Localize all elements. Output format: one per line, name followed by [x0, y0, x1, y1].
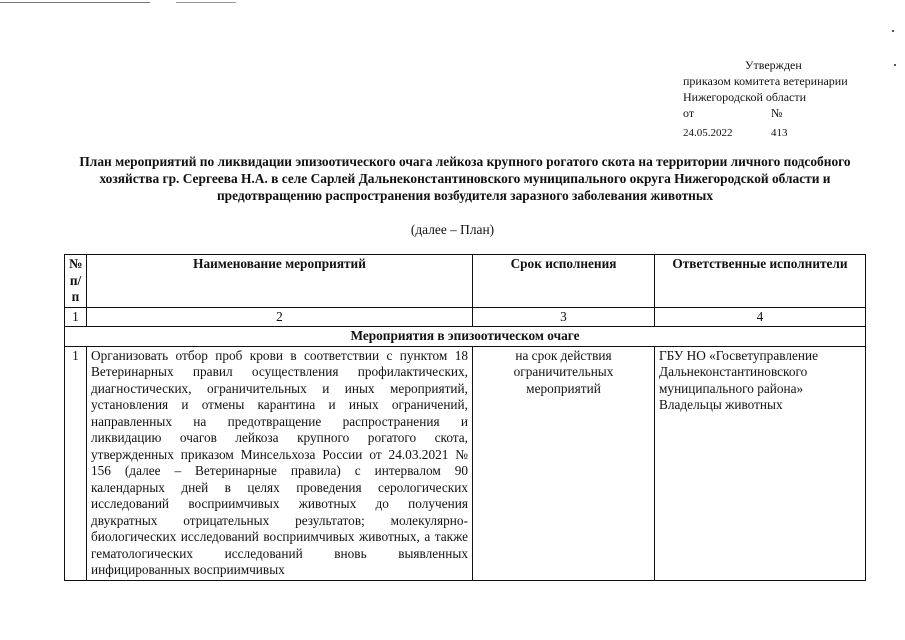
approval-region-line: Нижегородской области — [683, 90, 807, 104]
approval-number-label: № — [771, 106, 783, 120]
document-title: План мероприятий по ликвидации эпизоотического очага лейкоза крупного рогатого скота на территории личного подсобного хозяйства гр. Сергеева Н.А. в селе Сарлей Дальнеконстантиновского муниципального округа Нижегородской области и предотвращению распространения возбудителя заразного заболевания животных — [79, 154, 851, 203]
scan-artifact-line — [176, 2, 236, 3]
table-header-row — [65, 255, 866, 308]
approval-block — [683, 57, 848, 141]
document-subtitle: (далее – План) — [410, 222, 495, 237]
approval-order-line: приказом комитета ветеринарии — [683, 74, 848, 88]
header-term: Срок исполнения — [473, 255, 655, 308]
scan-artifact-dot — [892, 30, 894, 32]
approval-date-row — [683, 125, 848, 141]
scan-artifact-line — [0, 2, 150, 3]
row-measure-name: Организовать отбор проб крови в соответствии с пунктом 18 Ветеринарных правил осуществления профилактических, диагностических, ограничительных и иных мероприятий, установления и отмены карантина и иных ограничений, направленных на предотвращение распространения и ликвидацию очагов лейкоза крупного рогатого скота, утвержденных приказом Минсельхоза России от 24.03.2021 № 156 (далее – Ветеринарные правила) с интервалом 90 календарных дней в целях проведения серологических исследований восприимчивых животных до получения двукратных отрицательных результатов; молекулярно-биологических исследований восприимчивых животных, а также гематологических исследований вновь выявленных инфицированных восприимчивых — [87, 346, 473, 580]
approval-from-row — [683, 105, 848, 121]
row-term: на срок действия ограничительных мероприятий — [473, 346, 655, 580]
approval-number: 413 — [771, 127, 788, 139]
column-number: 4 — [655, 307, 866, 327]
section-row — [65, 327, 866, 347]
column-number: 1 — [65, 307, 87, 327]
row-responsible: ГБУ НО «Госветуправление Дальнеконстантиновского муниципального района» Владельцы животных — [655, 346, 866, 580]
section-title: Мероприятия в эпизоотическом очаге — [65, 327, 866, 347]
plan-table — [64, 254, 866, 581]
row-number: 1 — [65, 346, 87, 580]
approval-date: 24.05.2022 — [683, 127, 733, 139]
approval-from-label: от — [683, 106, 695, 120]
header-number: № п/п — [65, 255, 87, 308]
scan-artifact-dot — [894, 64, 896, 66]
header-responsible: Ответственные исполнители — [655, 255, 866, 308]
approval-heading: Утвержден — [745, 58, 802, 72]
column-number: 3 — [473, 307, 655, 327]
table-row — [65, 346, 866, 580]
column-number: 2 — [87, 307, 473, 327]
column-number-row — [65, 307, 866, 327]
header-name: Наименование мероприятий — [87, 255, 473, 308]
